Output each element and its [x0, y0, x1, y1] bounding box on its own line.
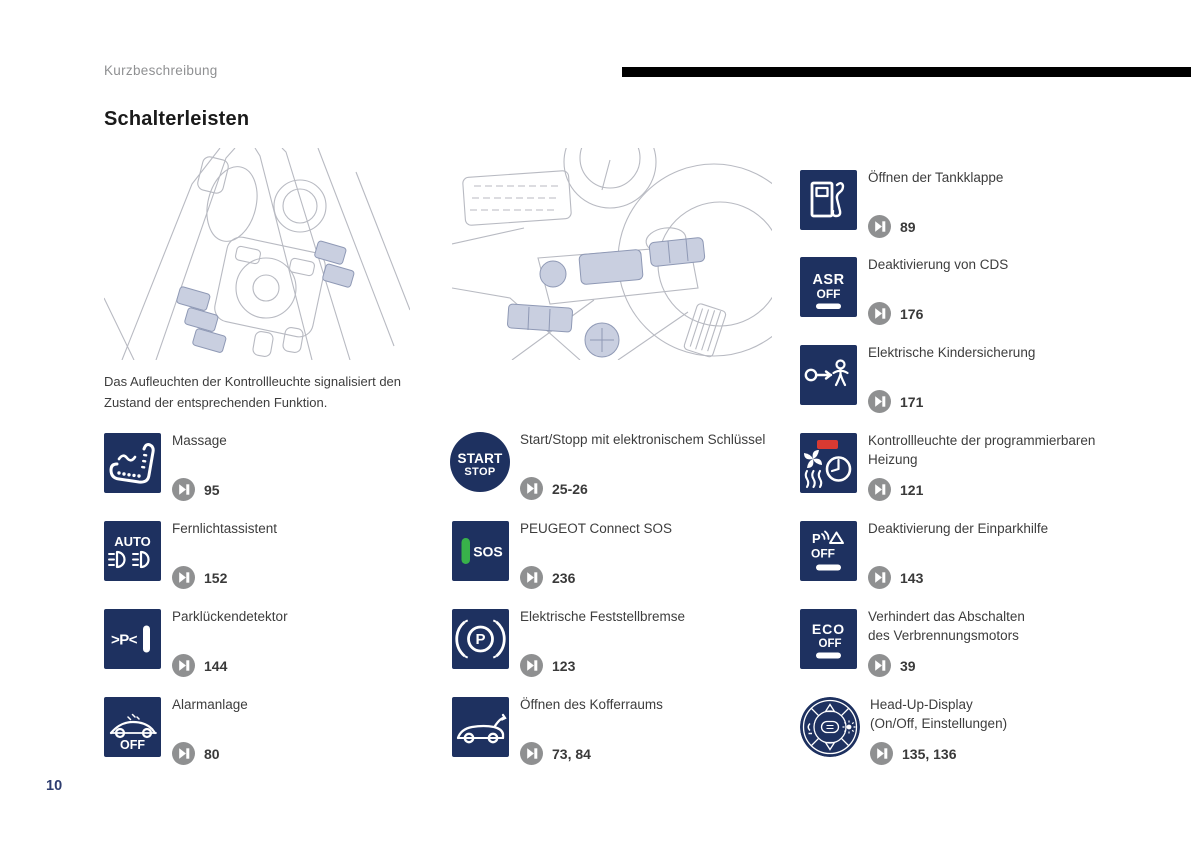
page-number-ref: 121 [900, 481, 924, 498]
goto-page-icon [870, 742, 893, 765]
obstacle-cone-glyph [830, 533, 843, 544]
feature-row-heater [800, 433, 1140, 498]
feature-row-highbeam [104, 521, 434, 586]
feature-label: Parklückendetektor [172, 609, 288, 624]
feature-row-parkgap [104, 609, 434, 674]
page-number-ref: 143 [900, 569, 924, 586]
start-text: START [457, 451, 503, 466]
caption-line: Das Aufleuchten der Kontrollleuchte signalisiert den [104, 374, 402, 389]
asr-off-icon [800, 257, 857, 317]
page-number-ref: 236 [552, 569, 576, 586]
parking-brake-icon [452, 609, 509, 669]
page-reference [172, 566, 227, 589]
page-reference [520, 742, 591, 765]
page-reference [172, 654, 227, 677]
auto-headlight-icon [104, 521, 161, 581]
p-text: P [475, 631, 486, 648]
goto-page-icon [520, 566, 543, 589]
page-reference [172, 478, 220, 501]
goto-page-icon [868, 215, 891, 238]
page-reference [868, 215, 916, 238]
page-number-ref: 152 [204, 569, 228, 586]
off-text: OFF [818, 638, 842, 650]
section-header: Kurzbeschreibung [104, 63, 218, 78]
alarm-off-icon [104, 697, 161, 757]
off-text: OFF [120, 738, 145, 752]
goto-page-icon [868, 566, 891, 589]
feature-row-hud [800, 697, 1160, 762]
stop-text: STOP [464, 466, 496, 478]
page-number-ref: 39 [900, 657, 916, 674]
page-number-ref: 135, 136 [902, 745, 957, 762]
goto-page-icon [520, 742, 543, 765]
feature-label: Öffnen der Tankklappe [868, 170, 1004, 185]
feature-row-sos [452, 521, 792, 586]
page-reference [520, 566, 575, 589]
page-number-ref: 123 [552, 657, 576, 674]
page-reference [868, 390, 923, 413]
goto-page-icon [172, 742, 195, 765]
caption [104, 371, 401, 413]
goto-page-icon [172, 478, 195, 501]
fan-glyph [804, 450, 822, 468]
feature-row-eco [800, 609, 1140, 674]
parking-assist-off-icon [800, 521, 857, 581]
feature-label-line2: (On/Off, Einstellungen) [870, 716, 1008, 731]
sonar-wave-glyph [822, 532, 829, 540]
feature-label: Elektrische Kindersicherung [868, 345, 1036, 360]
caption-line: Zustand der entsprechenden Funktion. [104, 395, 328, 410]
page-number-ref: 89 [900, 218, 916, 235]
page-title: Schalterleisten [104, 108, 250, 130]
page-reference [868, 654, 916, 677]
page-number-ref: 171 [900, 393, 924, 410]
brightness-sun-glyph [843, 721, 856, 734]
parking-gap-detector-icon [104, 609, 161, 669]
feature-label: Kontrollleuchte der programmierbaren [868, 433, 1096, 448]
feature-row-fuelflap [800, 170, 1140, 235]
page-reference [868, 302, 923, 325]
folio-page-number: 10 [46, 778, 63, 794]
goto-page-icon [868, 302, 891, 325]
goto-page-icon [172, 566, 195, 589]
eco-text: ECO [811, 621, 846, 637]
timer-clock-glyph [827, 458, 850, 481]
page-reference [868, 478, 923, 501]
goto-page-icon [520, 654, 543, 677]
header-rule-bar [622, 67, 1191, 77]
feature-label: Verhindert das Abschalten [868, 609, 1025, 624]
heat-wave-glyph [806, 471, 822, 487]
feature-label: Elektrische Feststellbremse [520, 609, 686, 624]
p-text: P [812, 531, 821, 546]
page-reference [868, 566, 923, 589]
feature-label: Öffnen des Kofferraums [520, 697, 663, 712]
auto-text: AUTO [114, 534, 151, 549]
feature-label: Head-Up-Display [870, 697, 973, 712]
page-number-ref: 95 [204, 481, 220, 498]
goto-page-icon [868, 654, 891, 677]
feature-row-massage [104, 433, 434, 498]
eco-off-icon [800, 609, 857, 669]
sos-button-icon [452, 521, 509, 581]
feature-label: Deaktivierung der Einparkhilfe [868, 521, 1049, 536]
page-number-ref: 144 [204, 657, 228, 674]
feature-row-parkingbrake [452, 609, 792, 674]
feature-label: Start/Stopp mit elektronischem Schlüssel [520, 432, 766, 447]
page-reference [172, 742, 220, 765]
feature-label: PEUGEOT Connect SOS [520, 521, 673, 536]
feature-row-asr [800, 257, 1140, 322]
goto-page-icon [520, 477, 543, 500]
page-reference [520, 654, 575, 677]
trunk-open-icon [452, 697, 509, 757]
feature-label: Massage [172, 433, 227, 448]
page-number-ref: 25-26 [552, 480, 588, 497]
feature-row-trunk [452, 697, 792, 762]
goto-page-icon [172, 654, 195, 677]
feature-label: Fernlichtassistent [172, 521, 278, 536]
feature-label: Alarmanlage [172, 697, 248, 712]
off-text: OFF [816, 287, 841, 301]
programmable-heater-icon [800, 433, 857, 493]
dashboard-illustration [452, 148, 772, 360]
parking-gap-text: >P< [111, 631, 138, 649]
feature-label-line2: des Verbrennungsmotors [868, 628, 1019, 643]
page-number-ref: 176 [900, 305, 924, 322]
center-console-illustration [104, 148, 410, 360]
red-indicator-bar [817, 440, 838, 449]
sos-text: SOS [473, 543, 503, 560]
fuel-pump-icon [800, 170, 857, 230]
goto-page-icon [868, 390, 891, 413]
start-stop-button-icon [450, 432, 510, 492]
page-number-ref: 73, 84 [552, 745, 591, 762]
massage-seat-icon [104, 433, 161, 493]
feature-row-startstop [450, 432, 790, 497]
feature-label: Deaktivierung von CDS [868, 257, 1009, 272]
child-lock-icon [800, 345, 857, 405]
page-reference [520, 477, 588, 500]
asr-text: ASR [812, 272, 845, 288]
page-number-ref: 80 [204, 745, 220, 762]
feature-row-alarm [104, 697, 434, 762]
hud-control-pad-icon [800, 697, 860, 757]
sound-wave-marks [128, 715, 139, 720]
feature-label-line2: Heizung [868, 452, 918, 467]
feature-row-childlock [800, 345, 1140, 410]
feature-row-parkassist [800, 521, 1140, 586]
page-reference [870, 742, 957, 765]
goto-page-icon [868, 478, 891, 501]
off-text: OFF [811, 546, 835, 561]
